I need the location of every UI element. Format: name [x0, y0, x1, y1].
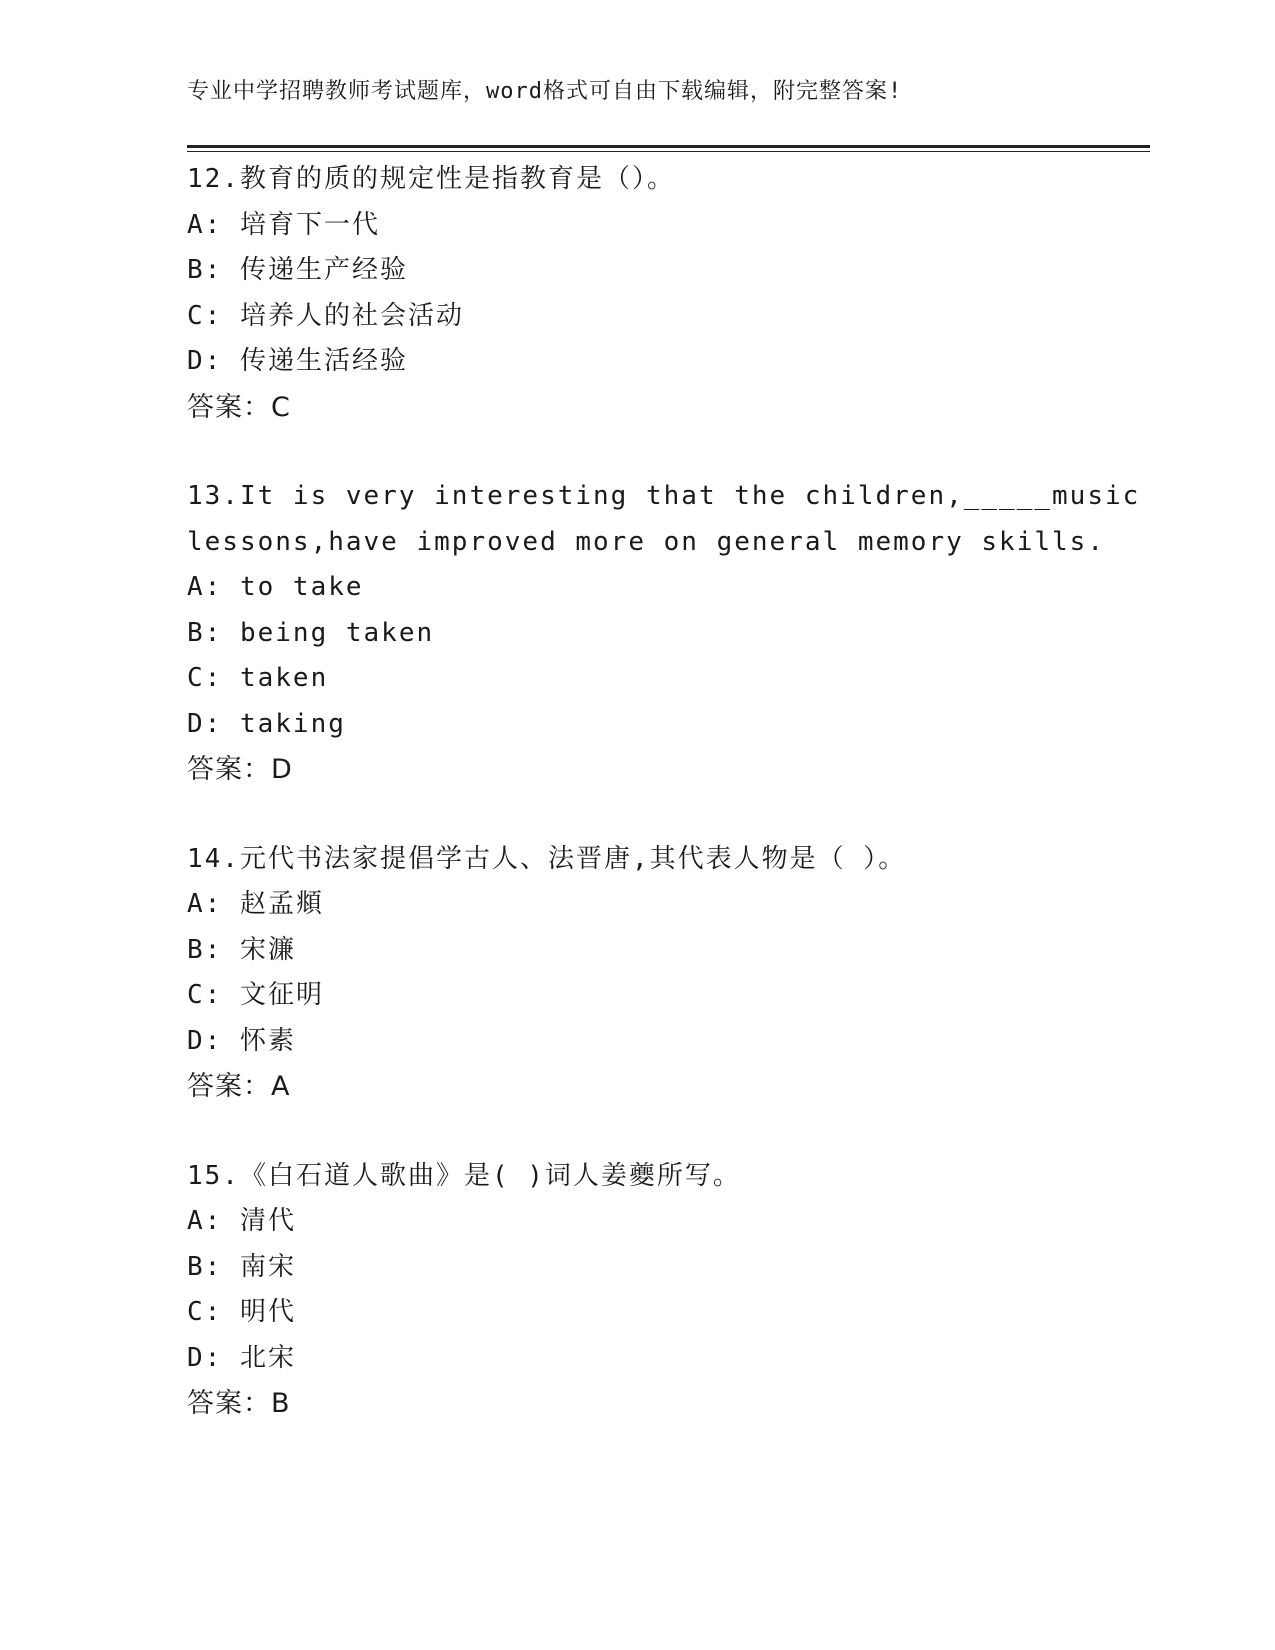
question-13: [187, 474, 1150, 793]
question-stem-continued: lessons,have improved more on general memory skills.: [187, 526, 1105, 557]
question-15: [187, 1154, 1150, 1427]
answer-line: 答案：D: [187, 754, 293, 785]
option-c: C: taken: [187, 663, 329, 693]
answer-line: 答案：C: [187, 391, 291, 423]
option-b: B: being taken: [187, 617, 435, 648]
option-b: B: 传递生产经验: [187, 255, 408, 285]
question-stem: 14.元代书法家提倡学古人、法晋唐,其代表人物是（ ）。: [187, 843, 907, 874]
question-14: [187, 837, 1150, 1110]
question-stem: 15.《白石道人歌曲》是( )词人姜夔所写。: [187, 1160, 741, 1191]
option-a: A: 培育下一代: [187, 209, 380, 240]
option-c: C: 文征明: [187, 980, 324, 1010]
answer-line: 答案：B: [187, 1388, 291, 1419]
answer-line: 答案：A: [187, 1071, 291, 1102]
option-a: A: 赵孟頫: [187, 889, 324, 919]
option-d: D: 北宋: [187, 1342, 296, 1373]
question-12: [187, 157, 1150, 430]
question-stem: 13.It is very interesting that the children,_____music: [187, 481, 1141, 511]
option-d: D: 传递生活经验: [187, 346, 408, 376]
header-divider-thin: [187, 151, 1150, 152]
header-note: 专业中学招聘教师考试题库，word格式可自由下载编辑，附完整答案!: [187, 79, 903, 104]
question-stem: 12.教育的质的规定性是指教育是（）。: [187, 164, 675, 194]
option-d: D: 怀素: [187, 1025, 296, 1056]
option-a: A: to take: [187, 572, 364, 602]
option-c: C: 明代: [187, 1297, 296, 1327]
option-b: B: 南宋: [187, 1251, 296, 1282]
option-c: C: 培养人的社会活动: [187, 300, 464, 331]
option-a: A: 清代: [187, 1206, 296, 1236]
option-b: B: 宋濂: [187, 934, 296, 965]
header-divider-thick: [187, 145, 1150, 148]
question-list: [187, 157, 1150, 1471]
option-d: D: taking: [187, 708, 346, 739]
